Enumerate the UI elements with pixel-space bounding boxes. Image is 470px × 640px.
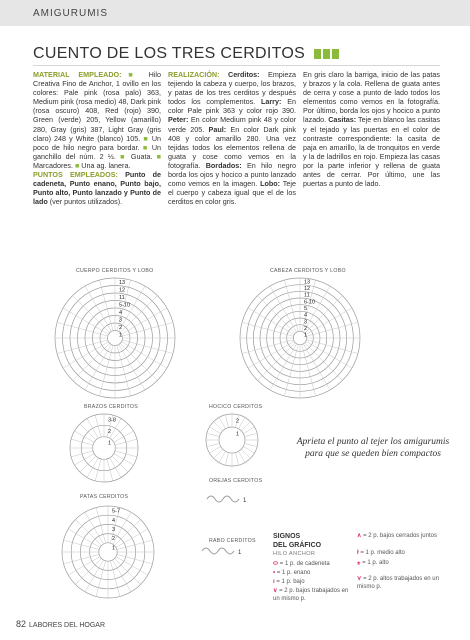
materials-text-6: Una ag. lanera.: [79, 160, 131, 170]
pattern-spoke: [306, 341, 352, 368]
title-divider: [33, 65, 440, 66]
pattern-spoke: [209, 427, 220, 434]
instructions-column: [168, 70, 296, 206]
title-text: CUENTO DE LOS TRES CERDITOS: [33, 45, 306, 62]
pattern-spoke: [113, 560, 131, 592]
pattern-diagram-cuerpo: [30, 276, 190, 406]
row-label: 12: [304, 286, 311, 292]
pattern-spoke: [73, 296, 110, 333]
pattern-spoke: [302, 344, 316, 396]
pattern-spoke: [95, 459, 101, 481]
legend-item: [357, 576, 447, 591]
pattern-diagram-rabo: [200, 540, 270, 562]
pattern-spoke: [68, 529, 100, 547]
single-crochet-icon: ı: [273, 579, 275, 585]
pattern-spoke: [116, 557, 148, 575]
legend-item: [357, 533, 447, 541]
pattern-label-brazos: BRAZOS CERDITOS: [84, 404, 138, 410]
cerditos-label: Cerditos:: [219, 70, 260, 79]
pattern-spoke: [80, 424, 96, 440]
bordados-label: Bordados:: [205, 160, 242, 170]
casitas-label: Casitas:: [328, 115, 357, 125]
pattern-spoke: [219, 417, 226, 428]
pattern-spoke: [115, 439, 137, 445]
pattern-diagram-orejas: [205, 488, 265, 510]
pattern-spoke: [225, 415, 228, 428]
legend-text: = 1 p. enano: [276, 570, 311, 576]
pattern-spoke: [241, 449, 250, 458]
pattern-spoke: [113, 512, 131, 544]
row-label: 1: [238, 550, 242, 556]
pattern-label-patas: PATAS CERDITOS: [80, 494, 129, 500]
pattern-spoke: [305, 343, 343, 381]
pattern-spoke: [115, 519, 141, 545]
row-label: 5-10: [119, 302, 131, 309]
double-increase-icon: ⋎: [357, 576, 362, 582]
row-label: 3: [112, 527, 116, 533]
pattern-label-cuerpo: CUERPO CERDITOS Y LOBO: [76, 268, 154, 274]
bordados-text: En hilo negro borda los ojos y hocico a punto lanzado como vemos en la imagen.: [168, 160, 296, 189]
row-label: 13: [304, 279, 311, 286]
row-label: 1: [112, 545, 116, 552]
pattern-spoke: [87, 419, 98, 439]
materials-text-3: Un ganchillo del núm. 2 ½.: [33, 142, 162, 161]
pattern-spoke: [96, 508, 106, 544]
row-label: 1: [236, 431, 240, 438]
legend-item: [357, 560, 447, 568]
chain-stitch-icon: ⬭: [273, 561, 279, 567]
pattern-spoke: [73, 343, 110, 380]
legend-text: = 2 p. bajos trabajados en un mismo p.: [273, 588, 349, 602]
pattern-spoke: [95, 415, 101, 437]
pattern-spoke: [239, 417, 246, 428]
row-label: 1: [108, 440, 112, 447]
casitas-text: Teje en blanco las casitas y el tejado y las puertas en el color de contraste correspondiente: la casita de paja en amarillo, la de tronquitos en verde y la de ladrillos en rojo. Empieza las casas por la parte inferior y rellena de guata antes de cerrar. Por último, une las puertas a punto de lado.: [303, 115, 440, 189]
page-title: [33, 45, 341, 64]
legend-text: = 1 p. bajo: [276, 579, 305, 585]
pattern-spoke: [85, 512, 103, 544]
pattern-spoke: [245, 433, 258, 436]
legend-text: = 1 p. alto: [362, 560, 389, 566]
bullet-icon: ■: [120, 151, 127, 161]
peter-text: En color Medium pink 48 y color verde 205.: [168, 115, 296, 134]
pattern-spoke: [112, 456, 128, 472]
pattern-spoke: [75, 559, 101, 585]
pattern-ring: [219, 427, 245, 453]
pattern-spoke: [117, 540, 153, 550]
peter-label: Peter:: [168, 115, 189, 125]
materials-text-2: Un poco de hilo negro para bordar.: [33, 133, 162, 152]
row-label: 2: [112, 536, 116, 543]
legend-subtitle: HILO ANCHOR: [273, 551, 316, 557]
pattern-label-hocico: HOCICO CERDITOS: [209, 404, 263, 410]
row-label: 2: [108, 429, 112, 435]
pattern-label-orejas: OREJAS CERDITOS: [209, 478, 263, 484]
legend-item: [273, 561, 353, 569]
pattern-spoke: [115, 451, 137, 457]
row-label: 1: [304, 332, 308, 339]
pattern-spoke: [71, 451, 93, 457]
pattern-spoke: [107, 459, 113, 481]
pattern-spoke: [243, 427, 254, 434]
row-label: 4: [304, 312, 308, 319]
pattern-spoke: [64, 540, 100, 550]
pattern-diagram-hocico: [198, 412, 268, 472]
legend-text: = 2 p. bajos cerrados juntos: [363, 533, 437, 539]
pattern-spoke: [241, 422, 250, 431]
pattern-spoke: [258, 343, 296, 381]
pattern-ring: [93, 437, 116, 460]
pattern-spoke: [115, 559, 141, 585]
legend-item: [273, 588, 355, 603]
decrease-icon: ∧: [357, 533, 362, 539]
pattern-spoke: [306, 308, 352, 335]
three-pigs-icon: [314, 46, 341, 64]
row-label: 4: [119, 309, 123, 316]
slip-stitch-icon: •: [273, 570, 276, 576]
stitches-heading: PUNTOS EMPLEADOS:: [33, 170, 118, 180]
row-label: 11: [119, 294, 125, 301]
pattern-spoke: [270, 344, 297, 390]
section-label: AMIGURUMIS: [33, 8, 108, 19]
legend-title-line2: DEL GRÁFICO: [273, 541, 322, 549]
pattern-spoke: [245, 443, 258, 446]
stitches-text-2: (ver puntos utilizados).: [47, 197, 123, 207]
pattern-label-rabo: RABO CERDITOS: [209, 538, 256, 544]
pattern-diagram-patas: [52, 502, 162, 602]
pattern-spoke: [284, 344, 298, 396]
row-label: 13: [119, 279, 126, 286]
pattern-spoke: [239, 451, 246, 462]
row-label: 4: [112, 517, 116, 524]
pattern-spoke: [120, 296, 157, 333]
page-footer: [16, 619, 105, 629]
row-label: 5-7: [112, 508, 120, 515]
bullet-icon: ■: [156, 151, 162, 161]
pattern-spoke: [214, 449, 223, 458]
pattern-spoke: [242, 340, 294, 354]
pattern-spoke: [219, 451, 226, 462]
pattern-spoke: [75, 519, 101, 545]
row-label: 6-10: [304, 299, 316, 306]
stitches-text: Punto de cadeneta, Punto enano, Punto bajo, Punto alto, Punto lanzado y Punto de lado: [33, 170, 161, 207]
paul-label: Paul:: [208, 124, 227, 134]
row-label: 3-8: [108, 417, 116, 424]
row-label: 12: [119, 287, 126, 294]
row-label: 1: [119, 332, 123, 339]
legend-item: [273, 579, 353, 587]
materials-heading: MATERIAL EMPLEADO:: [33, 70, 122, 79]
row-label: 1: [243, 498, 247, 504]
paul-text: En color Dark pink 408 y color amarillo 280. Una vez tejidas todos los elementos rellena de guata y cose como vemos en la fotografía.: [168, 124, 296, 170]
pattern-diagram-cabeza: [230, 276, 390, 406]
materials-column: [33, 70, 161, 206]
lobo-text: Teje el cuerpo y cabeza igual que el de los cerditos en color gris.: [168, 179, 296, 207]
lobo-label: Lobo:: [260, 179, 281, 189]
pattern-spoke: [117, 554, 153, 564]
instructions-column-2: [303, 70, 440, 188]
larry-text: En color Pale pink 363 y color rojo 390.: [168, 97, 296, 116]
row-label: 2: [119, 324, 123, 331]
pattern-spoke: [120, 343, 157, 380]
row-label: 2: [304, 326, 308, 332]
pattern-spoke: [235, 453, 238, 466]
legend-item: [357, 550, 447, 558]
stitch-strip: [207, 496, 239, 502]
pattern-spoke: [110, 458, 121, 478]
pattern-spoke: [306, 340, 358, 354]
half-double-icon: ł: [357, 550, 359, 556]
realization-heading: REALIZACIÓN:: [168, 70, 220, 79]
pattern-spoke: [110, 561, 120, 597]
legend-text: = 2 p. altos trabajados en un mismo p.: [357, 576, 439, 590]
pattern-spoke: [68, 557, 100, 575]
materials-text: Hilo Creativa Fino de Anchor, 1 ovillo en los colores: Pale pink (rosa palo) 363, Medium pink (rosa medio) 48, Dark pink (rosa oscuro) 408, Red (rojo) 390, Green (verde) 205, Yellow (amarillo) 280, Gray (gris) 387, Light Gray (gris claro) 248 y White (blanco) 105.: [33, 70, 161, 143]
pattern-diagram-brazos: [64, 412, 144, 487]
page-number: 82: [16, 619, 27, 629]
legend-text: = 1 p. medio alto: [360, 550, 405, 556]
pattern-spoke: [209, 447, 220, 454]
pattern-spoke: [112, 424, 128, 440]
row-label: 3: [119, 317, 123, 324]
magazine-name: LABORES DEL HOGAR: [29, 622, 106, 629]
pattern-spoke: [248, 341, 294, 368]
legend-title: [273, 533, 321, 550]
stitch-strip: [202, 548, 234, 554]
legend-item: [273, 570, 353, 578]
pattern-spoke: [243, 447, 254, 454]
pattern-spoke: [242, 322, 294, 336]
pattern-spoke: [303, 344, 330, 390]
increase-icon: ∨: [273, 588, 278, 594]
bullet-icon: ■: [121, 70, 140, 79]
pattern-spoke: [214, 422, 223, 431]
bullet-icon: ■: [74, 160, 80, 170]
pattern-spoke: [248, 308, 294, 335]
pattern-spoke: [87, 458, 98, 478]
pattern-spoke: [114, 454, 134, 465]
header-strip: [0, 0, 470, 26]
pattern-spoke: [85, 560, 103, 592]
pattern-spoke: [71, 439, 93, 445]
pattern-spoke: [270, 286, 297, 332]
legend-title-line1: SIGNOS: [273, 533, 301, 540]
double-crochet-icon: ⨦: [357, 560, 361, 566]
pattern-label-cabeza: CABEZA CERDITOS Y LOBO: [270, 268, 346, 274]
pattern-spoke: [75, 431, 95, 442]
pattern-spoke: [116, 529, 148, 547]
row-label: 3: [304, 319, 308, 326]
pattern-spoke: [284, 280, 298, 332]
row-label: 5: [304, 306, 308, 312]
larry-label: Larry:: [261, 97, 282, 107]
bullet-icon: ■: [143, 133, 149, 143]
materials-text-5: Marcadores.: [33, 160, 75, 170]
pattern-spoke: [75, 454, 95, 465]
pattern-spoke: [114, 431, 134, 442]
pattern-spoke: [207, 433, 220, 436]
pattern-spoke: [258, 296, 296, 334]
bullet-icon: ■: [142, 142, 149, 152]
pattern-spoke: [64, 554, 100, 564]
row-label: 2: [236, 418, 240, 425]
wolf-continuation-text: En gris claro la barriga, inicio de las patas y brazos y la cola. Rellena de guata antes de cerra y cose a punto de lado todos los elementos como vemos en la fotografía. Por último, borda los ojos y hocico a punto lazado.: [303, 70, 440, 125]
row-label: 11: [304, 292, 310, 299]
materials-text-4: Guata.: [126, 151, 157, 161]
pattern-spoke: [80, 456, 96, 472]
pattern-spoke: [96, 561, 106, 597]
legend-text: = 1 p. de cadeneta: [279, 561, 330, 567]
cerditos-text: Empieza tejiendo la cabeza y cuerpo, los brazos, y patas de los tres cerditos y después todos los complementos.: [168, 70, 296, 107]
tip-quote: Aprieta el punto al tejer los amigurumis para que se queden bien compactos: [296, 437, 450, 459]
pattern-spoke: [225, 453, 228, 466]
pattern-spoke: [306, 322, 358, 336]
pattern-spoke: [207, 443, 220, 446]
